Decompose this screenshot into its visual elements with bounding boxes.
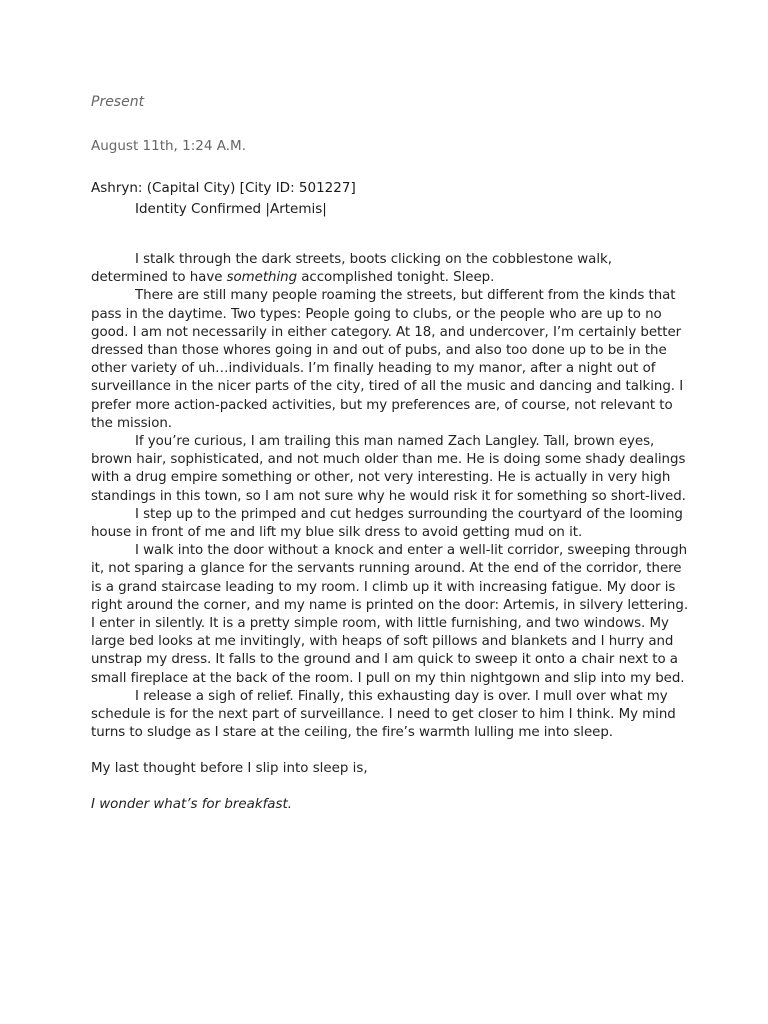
paragraph-6: I release a sigh of relief. Finally, this exhausting day is over. I mull over what my schedule is for the next part of surveillance. I need to get closer to him I think. My mind turns to sludge as I stare at the ceiling, the fire’s warmth lulling me into sleep. [91,688,676,741]
paragraph-1-start: I stalk through the dark streets, boots clicking on the cobblestone walk, determined to have [91,252,612,286]
paragraph-4: I step up to the primped and cut hedges surrounding the courtyard of the looming house in front of me and lift my blue silk dress to avoid getting mud on it. [91,506,683,541]
identity-header [91,178,691,220]
section-label: Present [91,94,145,110]
paragraph-3: If you’re curious, I am trailing this man named Zach Langley. Tall, brown eyes, brown hair, sophisticated, and not much older than me. He is doing some shady dealings with a drug empire something or other, not very interesting. He is actually in very high standings in this town, so I am not sure why he would risk it for something so short-lived. [91,434,686,504]
paragraph-1-emphasis: something [226,270,298,286]
paragraph-2: There are still many people roaming the streets, but different from the kinds that pass in the daytime. Two types: People going to clubs, or the people who are up to no good. I am not necessarily in either category. At 18, and undercover, I’m certainly better dressed than those whores going in and out of pubs, and also too done up to be in the other variety of uh…individuals. I’m finally heading to my manor, after a night out of surveillance in the nicer parts of the city, tired of all the music and dancing and talking. I prefer more action-packed activities, but my preferences are, of course, not relevant to the mission. [91,288,684,431]
paragraph-1-end: accomplished tonight. Sleep. [297,270,495,286]
document-page [91,92,691,814]
location-line: Ashryn: (Capital City) [City ID: 501227] [91,180,356,196]
closing-line: My last thought before I slip into sleep is, [91,761,368,777]
closing-thought: I wonder what’s for breakfast. [91,797,292,813]
identity-line: Identity Confirmed |Artemis| [135,201,327,217]
paragraph-5: I walk into the door without a knock and enter a well-lit corridor, sweeping through it, not sparing a glance for the servants running around. At the end of the corridor, there is a grand staircase leading to my room. I climb up it with increasing fatigue. My door is right around the corner, and my name is printed on the door: Artemis, in silvery lettering. I enter in silently. It is a pretty simple room, with little furnishing, and two windows. My large bed looks at me invitingly, with heaps of soft pillows and blankets and I hurry and unstrap my dress. It falls to the ground and I am quick to sweep it onto a chair next to a small fireplace at the back of the room. I pull on my thin nightgown and slip into my bed. [91,543,689,686]
paragraph-1 [91,251,691,287]
timestamp: August 11th, 1:24 A.M. [91,138,246,154]
story-body [91,251,691,742]
